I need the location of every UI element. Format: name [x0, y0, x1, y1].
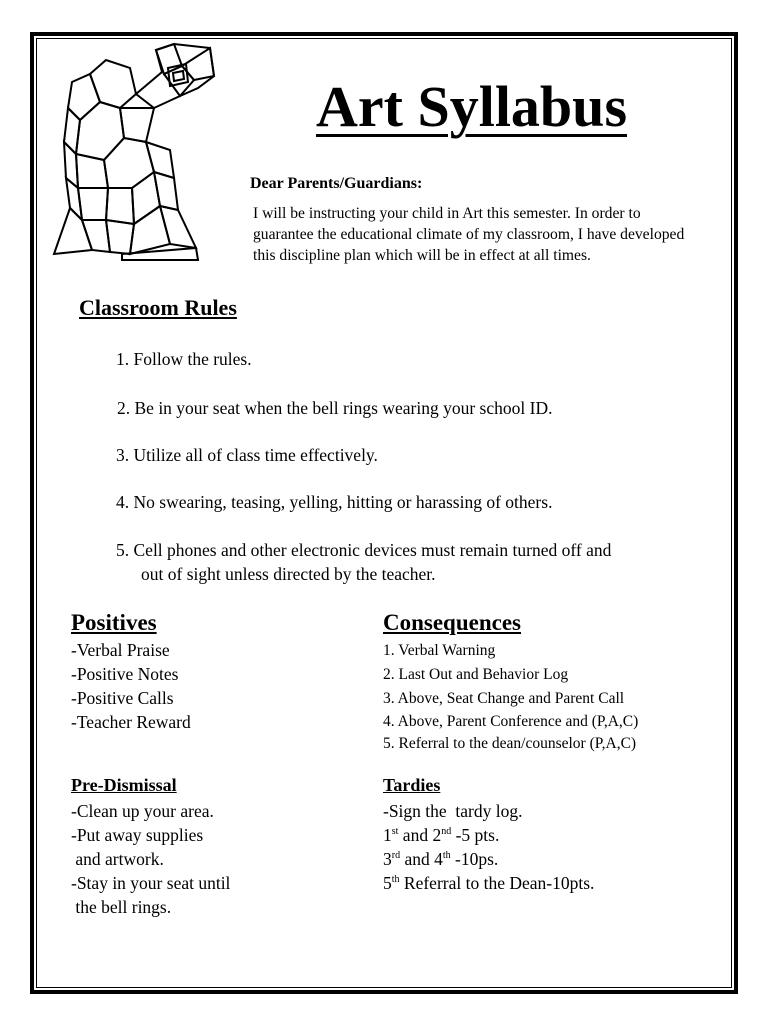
tardies-heading: Tardies: [383, 775, 441, 795]
rule-item: 5. Cell phones and other electronic devices must remain turned off and: [116, 540, 612, 560]
classroom-rules-heading: Classroom Rules: [79, 295, 237, 320]
intro-paragraph: I will be instructing your child in Art this semester. In order to guarantee the educational climate of my classroom, I have developed this discipline plan which will be in effect at all times.: [253, 205, 685, 264]
consequence-item: 4. Above, Parent Conference and (P,A,C): [383, 713, 639, 730]
rule-item: 4. No swearing, teasing, yelling, hitting or harassing of others.: [116, 492, 553, 512]
pre-dismissal-item: -Stay in your seat until: [71, 873, 231, 893]
positive-item: -Verbal Praise: [71, 640, 170, 660]
rule-item-continued: out of sight unless directed by the teacher.: [141, 564, 436, 584]
consequence-item: 2. Last Out and Behavior Log: [383, 666, 569, 683]
rule-item: 3. Utilize all of class time effectively.: [116, 445, 378, 465]
rule-item: 1. Follow the rules.: [116, 349, 252, 369]
cubist-figure-illustration: [50, 38, 222, 264]
pre-dismissal-item: the bell rings.: [71, 897, 172, 917]
pre-dismissal-item: -Clean up your area.: [71, 801, 214, 821]
consequences-heading: Consequences: [383, 610, 522, 635]
pre-dismissal-item: and artwork.: [71, 849, 164, 869]
positive-item: -Positive Calls: [71, 688, 174, 708]
consequence-item: 5. Referral to the dean/counselor (P,A,C): [383, 735, 637, 752]
tardy-item: -Sign the tardy log.: [383, 801, 523, 821]
pre-dismissal-heading: Pre-Dismissal: [71, 775, 177, 795]
consequence-item: 1. Verbal Warning: [383, 642, 496, 659]
tardy-item: 3rd and 4th -10ps.: [383, 849, 499, 869]
tardy-item: 5th Referral to the Dean-10pts.: [383, 873, 595, 893]
pre-dismissal-item: -Put away supplies: [71, 825, 204, 845]
positive-item: -Teacher Reward: [71, 712, 191, 732]
consequence-item: 3. Above, Seat Change and Parent Call: [383, 690, 625, 707]
tardy-item: 1st and 2nd -5 pts.: [383, 825, 500, 845]
greeting: Dear Parents/Guardians:: [250, 175, 423, 192]
positive-item: -Positive Notes: [71, 664, 179, 684]
rule-item: 2. Be in your seat when the bell rings wearing your school ID.: [117, 398, 553, 418]
page-title: Art Syllabus: [316, 74, 628, 139]
positives-heading: Positives: [71, 610, 157, 635]
